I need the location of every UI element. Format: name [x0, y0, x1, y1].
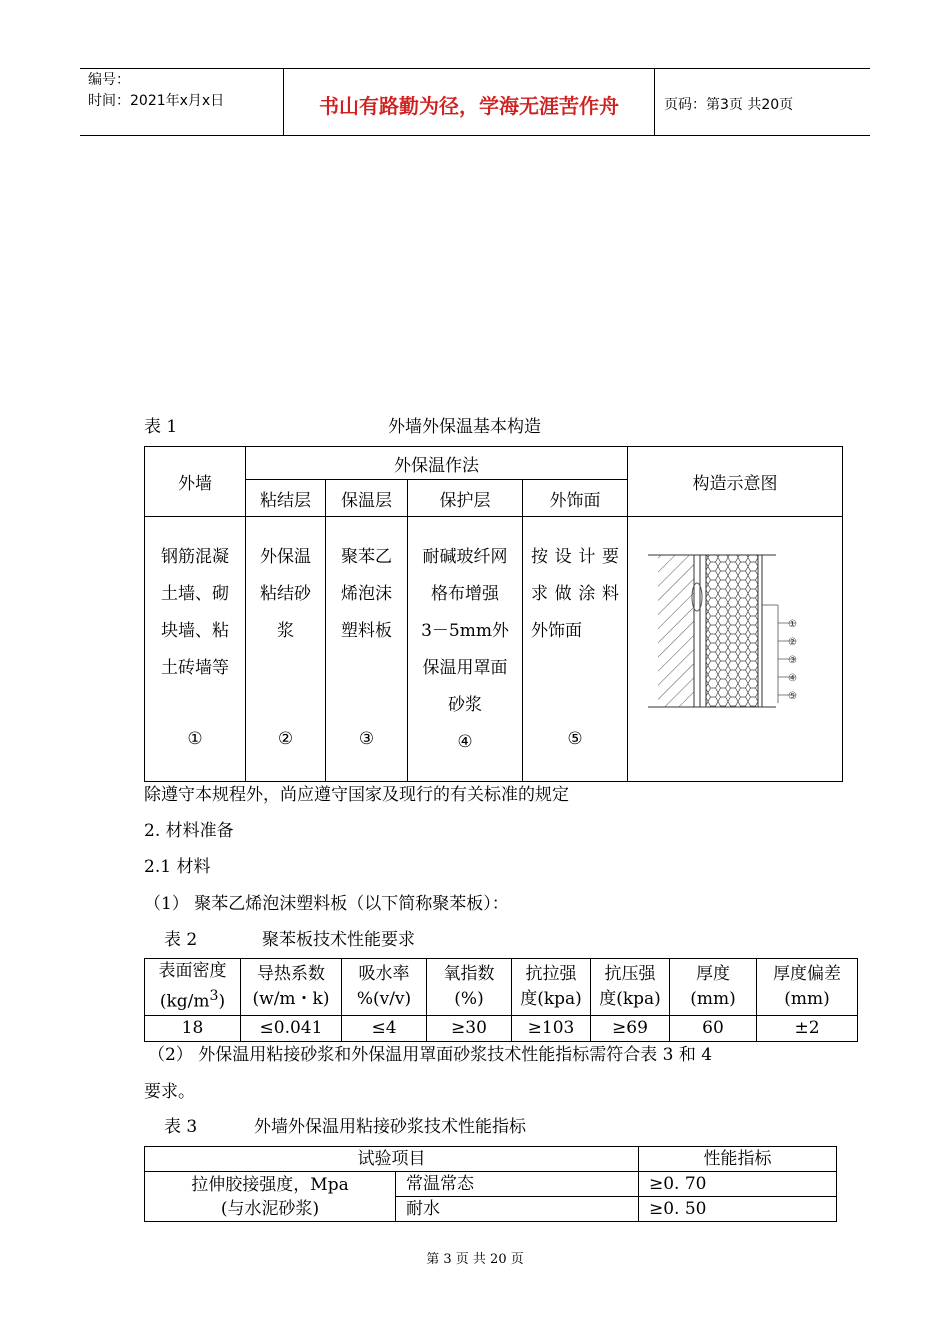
diagram-label: ⑤ — [788, 691, 797, 702]
cell-line: 按设计要 — [531, 547, 619, 567]
header-meta — [88, 70, 224, 112]
header-line: 吸水率 — [358, 963, 410, 984]
cell-line: 外保温 — [260, 547, 311, 567]
subsection-heading: 2.1 材料 — [144, 857, 211, 877]
row-label-line: 拉伸胶接强度，Mpa — [191, 1174, 349, 1195]
table3-value: ≥0. 70 — [639, 1172, 837, 1197]
cell-line: 塑料板 — [341, 621, 392, 641]
table1-cell-protective — [408, 517, 523, 782]
header-line: 厚度偏差 — [773, 963, 841, 984]
table2-caption-label: 表 2 — [164, 930, 198, 950]
cell-line: 土砖墙等 — [161, 658, 229, 678]
diagram-label: ② — [788, 637, 797, 648]
header-line: %(v/v) — [356, 988, 412, 1009]
header-line: (mm) — [690, 988, 736, 1009]
list-item: （1） 聚苯乙烯泡沫塑料板（以下简称聚苯板）： — [144, 894, 509, 914]
cell-line: 保温用罩面 — [422, 658, 508, 678]
list-item: （2） 外保温用粘接砂浆和外保温用罩面砂浆技术性能指标需符合表 3 和 4 — [148, 1045, 713, 1065]
table2-header — [512, 959, 591, 1016]
list-item-continuation: 要求。 — [144, 1082, 195, 1102]
table2-value: ≥30 — [427, 1015, 512, 1041]
document-number: 编号： — [88, 72, 130, 88]
table2-value: ≥103 — [512, 1015, 591, 1041]
header-line: (%) — [454, 988, 484, 1009]
table2-header — [145, 959, 241, 1016]
header-line: $(kg/m^3)$ — [159, 988, 226, 1012]
table1-head-wall: 外墙 — [145, 447, 246, 517]
table3-caption-label: 表 3 — [164, 1117, 198, 1137]
table1-head-method: 外保温作法 — [246, 447, 628, 480]
header-line: 表面密度 — [158, 961, 227, 981]
table2-header — [591, 959, 670, 1016]
header-line: 厚度 — [696, 963, 730, 984]
cell-number: ④ — [457, 732, 473, 752]
wall-hatch — [658, 555, 694, 707]
table2-caption-title: 聚苯板技术性能要求 — [262, 930, 415, 950]
cell-line: 耐碱玻纤网 — [422, 547, 508, 567]
cell-line: 聚苯乙 — [341, 547, 392, 567]
table2-header — [670, 959, 757, 1016]
diagram-label: ① — [788, 619, 797, 630]
table1-subhead: 保护层 — [408, 480, 523, 517]
diagram-label: ④ — [788, 673, 797, 684]
cell-line: 求做涂料 — [531, 584, 619, 604]
table1-cell-wall — [145, 517, 246, 782]
table2-value: 60 — [670, 1015, 757, 1041]
paragraph: 除遵守本规程外，尚应遵守国家及现行的有关标准的规定 — [144, 785, 569, 805]
cell-number: ⑤ — [567, 729, 583, 749]
table3-row-label — [145, 1172, 396, 1222]
table3-head-index: 性能指标 — [639, 1147, 837, 1172]
header-line: 抗拉强 — [525, 963, 577, 984]
table3-caption-title: 外墙外保温用粘接砂浆技术性能指标 — [254, 1117, 526, 1137]
table1-subhead: 粘结层 — [246, 480, 326, 517]
table1-cell-diagram — [628, 517, 843, 782]
table3-condition: 耐水 — [396, 1197, 639, 1222]
header-line: 抗压强 — [604, 963, 656, 984]
table1-head-diagram: 构造示意图 — [628, 447, 843, 517]
table2-header — [342, 959, 427, 1016]
cell-number: ② — [277, 729, 294, 749]
table2-value: 18 — [145, 1015, 241, 1041]
header-line: 度(kpa) — [520, 988, 582, 1009]
cell-line: 块墙、粘 — [161, 621, 229, 641]
table3-value: ≥0. 50 — [639, 1197, 837, 1222]
cell-line: 砂浆 — [448, 695, 482, 715]
table2-value: ≤4 — [342, 1015, 427, 1041]
cell-line: 钢筋混凝 — [161, 547, 229, 567]
header-line: (mm) — [784, 988, 830, 1009]
header-bottom-rule — [80, 135, 870, 136]
header-line: 导热系数 — [257, 963, 325, 984]
table3-condition: 常温常态 — [396, 1172, 639, 1197]
table-construction — [144, 446, 843, 782]
table2-value: ±2 — [757, 1015, 858, 1041]
cell-line: 烯泡沫 — [341, 584, 392, 604]
header-divider — [654, 68, 655, 135]
row-label-line: (与水泥砂浆) — [220, 1198, 320, 1219]
header-page-number: 页码：第3页 共20页 — [664, 97, 794, 113]
table1-caption-label: 表 1 — [144, 417, 178, 437]
section-heading: 2. 材料准备 — [144, 821, 234, 841]
table1-caption-title: 外墙外保温基本构造 — [388, 417, 541, 437]
table-adhesive-mortar — [144, 1146, 837, 1222]
page-footer: 第 3 页 共 20 页 — [426, 1252, 524, 1267]
header-line: 氧指数 — [443, 963, 495, 984]
table2-value: ≤0.041 — [241, 1015, 342, 1041]
cell-line: 粘结砂 — [260, 584, 311, 604]
header-top-rule — [80, 68, 870, 69]
header-line: 度(kpa) — [599, 988, 661, 1009]
insulation-board — [706, 555, 758, 707]
construction-diagram — [628, 517, 842, 776]
table2-header — [241, 959, 342, 1016]
table2-header — [427, 959, 512, 1016]
table1-cell-insulation — [326, 517, 408, 782]
table1-cell-adhesive — [246, 517, 326, 782]
header-motto: 书山有路勤为径，学海无涯苦作舟 — [319, 94, 619, 118]
cell-line: 浆 — [277, 621, 294, 641]
cell-line: 土墙、砌 — [161, 584, 229, 604]
header-line: (w/m・k) — [252, 988, 330, 1009]
table3-head-item: 试验项目 — [145, 1147, 639, 1172]
table-eps-properties — [144, 958, 858, 1042]
diagram-label: ③ — [788, 655, 797, 666]
cell-line: 3－5mm外 — [421, 621, 509, 641]
cell-number: ③ — [358, 729, 375, 749]
document-date: 时间：2021年x月x日 — [88, 93, 225, 109]
table2-value: ≥69 — [591, 1015, 670, 1041]
cell-number: ① — [187, 729, 203, 749]
cell-line: 格布增强 — [431, 584, 499, 604]
table1-subhead: 保温层 — [326, 480, 408, 517]
table2-header — [757, 959, 858, 1016]
cell-line: 外饰面 — [531, 621, 582, 641]
table1-cell-finish — [523, 517, 628, 782]
table1-subhead: 外饰面 — [523, 480, 628, 517]
